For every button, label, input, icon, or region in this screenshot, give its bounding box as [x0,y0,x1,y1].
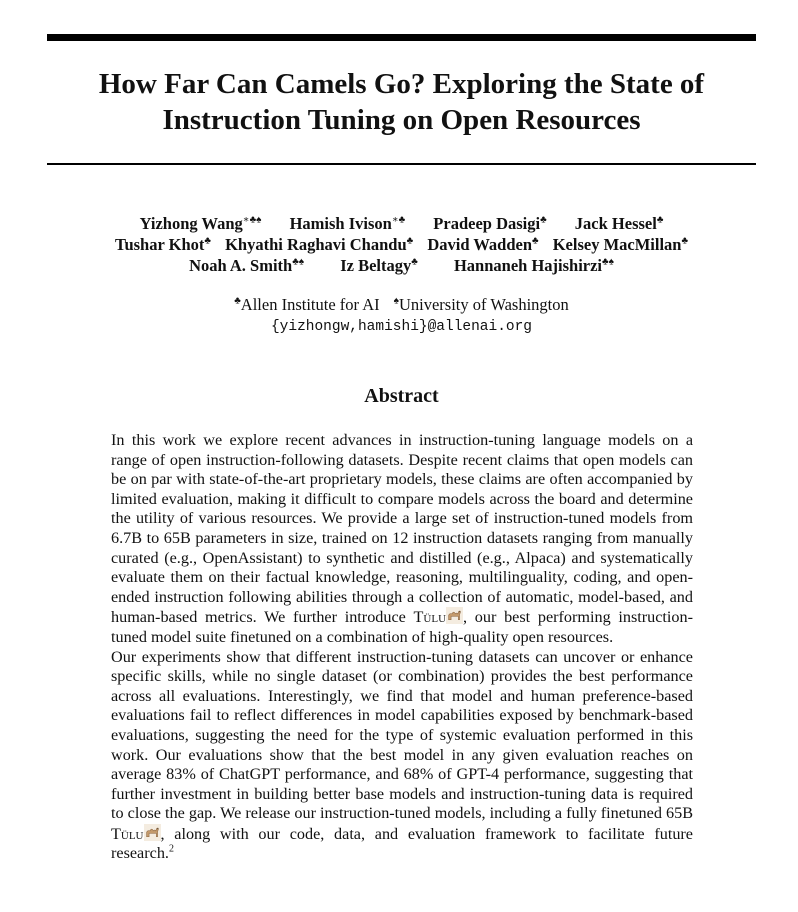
camel-icon [144,824,161,841]
author: Tushar Khot♣ [114,235,211,254]
author: Jack Hessel♣ [574,214,664,233]
abstract-body [111,431,693,864]
footnote-mark: 2 [168,844,174,856]
top-rule [47,34,756,41]
affiliation-mark: ♠ [393,295,399,307]
author: Kelsey MacMillan♣ [552,235,689,254]
author-row-2 [40,234,763,255]
author: Pradeep Dasigi♣ [433,214,547,233]
author: Yizhong Wang∗♣♠ [139,214,262,233]
author-row-3 [40,255,763,276]
affiliation-ai2: Allen Institute for AI [240,295,380,314]
affiliation-uw: University of Washington [398,295,569,314]
abstract-paragraph-2: Our experiments show that different instruction-tuning datasets can uncover or enhance specific skills, while no single dataset (or combination) provides the best performance across all evaluations. Interestingly, we find that model and human preference-based evaluations fail to reflect differences in model capabilities exposed by benchmark-based evaluations, suggesting the need for the type of systemic evaluation performed in this work. Our evaluations show that the best model in any given evaluation reaches on average 83% of ChatGPT performance, and 68% of GPT-4 performance, suggesting that further investment in building better base models and instruction-tuning data is required to close the gap. We release our instruction-tuned models, including a fully finetuned 65B Tülu , along with our code, data, and evaluation framework to facilitate future research.$^2$ [111,647,693,863]
author-row-1 [40,213,763,234]
tulu-name: Tülu [413,608,447,627]
author: Hamish Ivison∗♣ [289,214,406,233]
author: Noah A. Smith♣♠ [189,256,305,275]
affiliation-mark: ♣ [234,295,241,307]
abstract-heading: Abstract [364,385,439,407]
paper-title: How Far Can Camels Go? Exploring the State of Instruction Tuning on Open Resources [98,68,705,136]
title-rule [47,163,756,165]
author: Iz Beltagy♣ [340,256,418,275]
author: Hannaneh Hajishirzi♣♠ [453,256,614,275]
author: Khyathi Raghavi Chandu♣ [225,235,414,254]
author-block [40,213,763,276]
camel-icon [446,607,463,624]
author-email: {yizhongw,hamishi}@allenai.org [270,319,533,335]
abstract-paragraph-1: In this work we explore recent advances in instruction-tuning language models on a range of open instruction-following datasets. Despite recent claims that open models can be on par with state-of-the-art proprietary models, these claims are often accompanied by limited evaluation, making it difficult to compare models across the board and determine the utility of various resources. We provide a large set of instruction-tuned models from 6.7B to 65B parameters in size, trained on 12 instruction datasets ranging from manually curated (e.g., OpenAssistant) to synthetic and distilled (e.g., Alpaca) and systematically evaluate them on their factual knowledge, reasoning, multilinguality, coding, and open-ended instruction following abilities through a collection of automatic, model-based, and human-based metrics. We further introduce Tülu , our best performing instruction-tuned model suite finetuned on a combination of high-quality open resources. [111,431,693,646]
tulu-name: Tülu [111,824,144,843]
author: David Wadden♣ [427,235,539,254]
affiliation-line [47,294,756,316]
affiliations [47,294,756,338]
